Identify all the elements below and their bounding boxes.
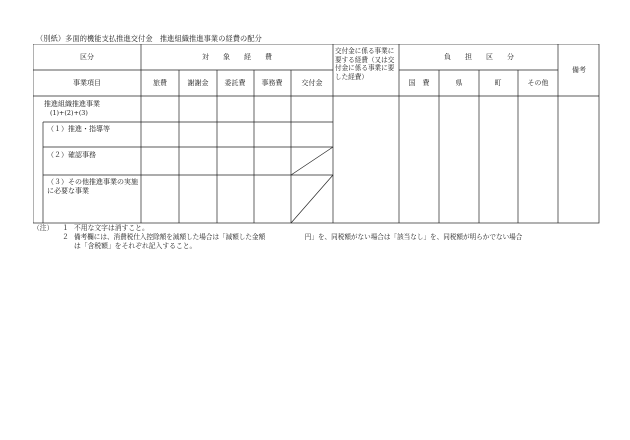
koufukin-slash-row3 (291, 175, 333, 223)
row-suishin-soshiki-label: 推進組織推進事業 (44, 100, 100, 108)
notes-section (33, 224, 523, 251)
notes-prefix: （注） (33, 224, 54, 232)
row-kakunin-jimu-label: （２）確認事務 (47, 151, 96, 159)
row-suishin-shido-label: （１）推進・指導等 (47, 125, 110, 133)
table-grid (33, 44, 600, 224)
col-shakin: 謝謝金 (187, 79, 209, 87)
note-2-continuation: は「含税額」をそれぞれ記入すること。 (74, 242, 197, 250)
row-sonota-jigyo-label: （３）その他推進事業の実施に必要な事業 (47, 178, 138, 195)
col-jimuhi: 事務費 (261, 79, 283, 87)
note-2-number: ２ (62, 233, 69, 241)
col-ken: 県 (455, 79, 463, 87)
col-kokuhi: 国 費 (408, 79, 430, 87)
header-koufukin-keihi: 交付金に係る事業に要する経費（又は交付金に係る事業に要した経費） (335, 47, 395, 81)
header-kubun: 区分 (80, 53, 94, 61)
header-taisho-keihi: 対 象 経 費 (202, 53, 272, 61)
header-biko: 備考 (572, 66, 586, 74)
note-1-text: 不用な文字は消すこと。 (74, 224, 149, 232)
note-2-text: 備考欄には、消費税仕入控除額を減額した場合は「減額した金額 円」を、同税額がない場合は「該当なし」を、同税額が明らかでない場合 (74, 233, 523, 241)
row-suishin-soshiki-sum: (1)+(2)+(3) (50, 109, 88, 117)
expense-allocation-table (33, 44, 600, 224)
col-machi: 町 (494, 79, 502, 87)
koufukin-slash-row2 (291, 147, 333, 175)
col-itakuhi: 委託費 (224, 79, 246, 87)
page-title: （別紙）多面的機能支払推進交付金 推進組織推進事業の経費の配分 (36, 34, 262, 43)
table-border (33, 44, 599, 223)
col-sonota: その他 (527, 79, 549, 87)
col-ryohi: 旅費 (153, 79, 167, 87)
header-futan-kubun: 負 担 区 分 (444, 53, 514, 61)
header-jigyo-komoku: 事業項目 (73, 79, 101, 87)
col-koufukin: 交付金 (301, 79, 323, 87)
note-1-number: １ (62, 224, 69, 232)
